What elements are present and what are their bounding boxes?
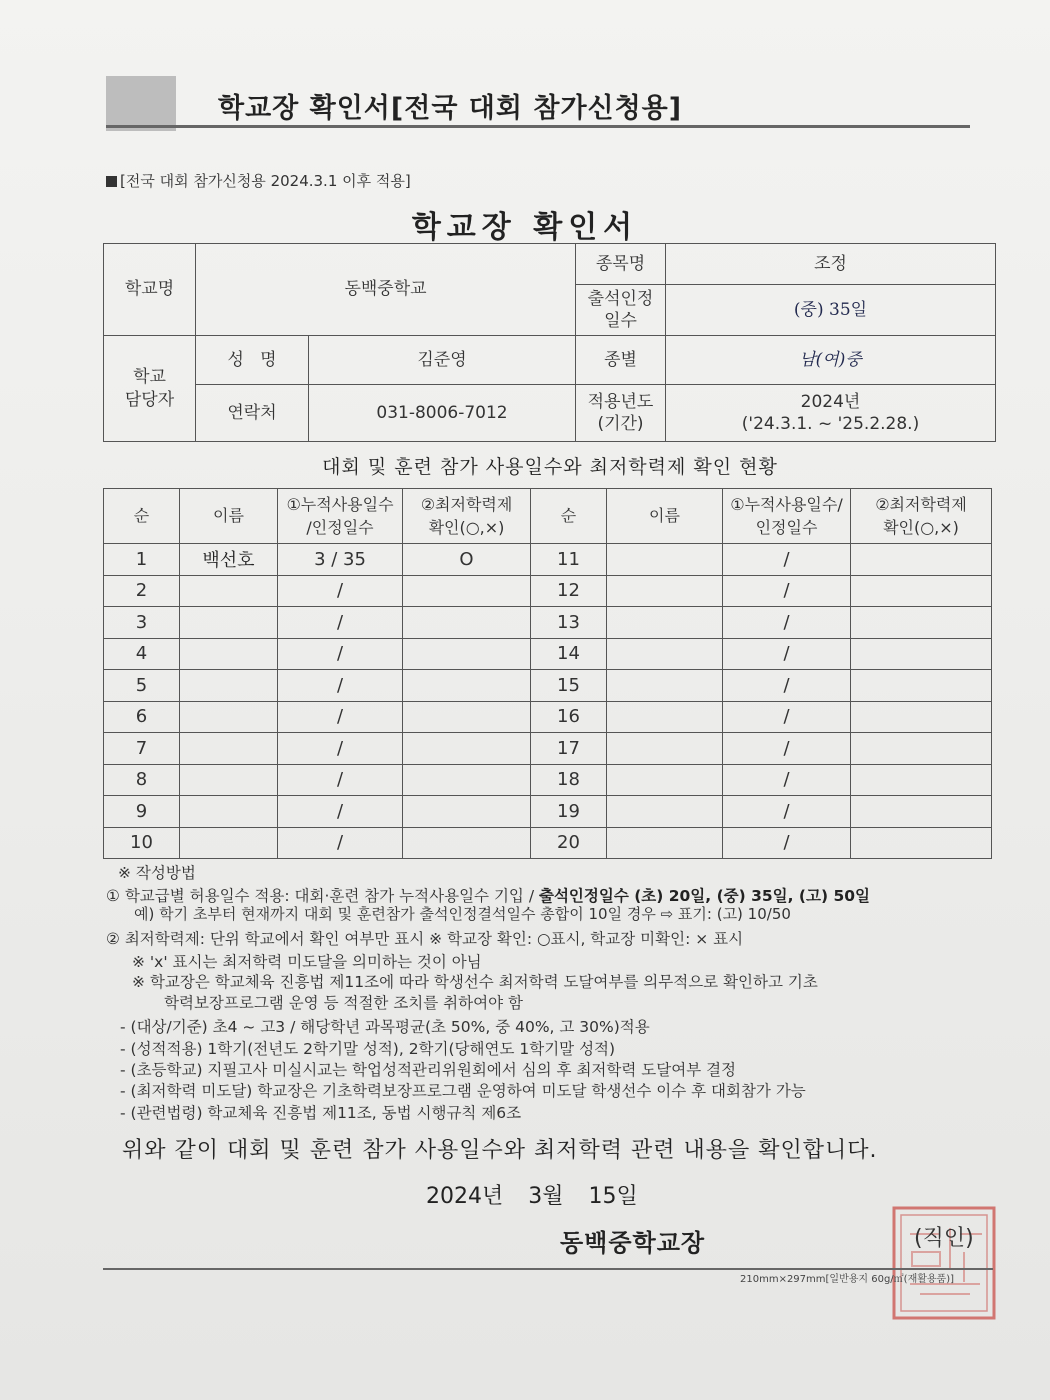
document-title: 학교장 확인서	[411, 210, 639, 245]
year-value-line1: 2024년	[800, 391, 861, 412]
name-label: 성 명	[196, 336, 309, 385]
row-days2: /	[723, 796, 851, 828]
row-no2: 20	[531, 827, 607, 859]
status-title: 대회 및 훈련 참가 사용일수와 최저학력제 확인 현황	[322, 456, 778, 478]
row-min: O	[403, 544, 531, 576]
row-no2: 19	[531, 796, 607, 828]
row-min	[403, 607, 531, 639]
event-label: 종목명	[576, 244, 666, 285]
days-label-line2: 일수	[604, 311, 637, 331]
year-label-line2: (기간)	[597, 414, 644, 434]
row-name2	[607, 796, 723, 828]
row-days2: /	[723, 638, 851, 670]
row-days: /	[278, 827, 403, 859]
instruction-line-4: ※ 'x' 표시는 최저학력 미도달을 의미하는 것이 아님	[132, 953, 482, 971]
row-name	[180, 733, 278, 765]
col-min-header	[403, 489, 531, 544]
col-name-header: 이름	[180, 489, 278, 544]
contact-label: 연락처	[196, 385, 309, 442]
manager-label-line1: 학교	[133, 367, 166, 388]
col-days-header-line1: ①누적사용일수	[286, 494, 394, 514]
row-no: 5	[104, 670, 180, 702]
header-title: 학교장 확인서[전국 대회 참가신청용]	[218, 93, 683, 124]
row-min2	[851, 607, 992, 639]
row-name2	[607, 607, 723, 639]
instruction-line-8: - (성적적용) 1학기(전년도 2학기말 성적), 2학기(당해연도 1학기말 성적)	[120, 1040, 616, 1058]
row-no: 3	[104, 607, 180, 639]
row-days2: /	[723, 607, 851, 639]
table-header-row	[104, 489, 992, 544]
row-min	[403, 638, 531, 670]
row-no2: 16	[531, 701, 607, 733]
table-row	[104, 796, 992, 828]
row-min2	[851, 827, 992, 859]
row-name2	[607, 764, 723, 796]
paper-size-note: 210mm×297mm[일반용지 60g/㎡(재활용품)]	[740, 1274, 955, 1285]
row-name2	[607, 670, 723, 702]
table-row	[104, 575, 992, 607]
col-min-header-line1: ②최저학력제	[420, 494, 513, 514]
col-no2-header: 순	[531, 489, 607, 544]
row-min2	[851, 638, 992, 670]
info-table	[103, 243, 996, 442]
instruction-line-7: - (대상/기준) 초4 ~ 고3 / 해당학년 과목평균(초 50%, 중 40%, 고 30%)적용	[120, 1018, 650, 1036]
row-min	[403, 701, 531, 733]
row-no: 1	[104, 544, 180, 576]
principal-name: 동백중학교장	[560, 1229, 706, 1257]
table-row	[104, 733, 992, 765]
row-min	[403, 827, 531, 859]
row-days2: /	[723, 575, 851, 607]
year-label-line1: 적용년도	[587, 391, 654, 412]
row-name	[180, 575, 278, 607]
row-no: 6	[104, 701, 180, 733]
col-name2-header: 이름	[607, 489, 723, 544]
row-min2	[851, 575, 992, 607]
row-days2: /	[723, 544, 851, 576]
instruction-line-6: 학력보장프로그램 운영 등 적절한 조치를 취하여야 함	[164, 994, 523, 1012]
row-no2: 13	[531, 607, 607, 639]
row-days2: /	[723, 827, 851, 859]
row-days: /	[278, 701, 403, 733]
col-days2-header-line1: ①누적사용일수/	[730, 494, 843, 514]
row-name	[180, 638, 278, 670]
col-min2-header	[851, 489, 992, 544]
row-name	[180, 670, 278, 702]
row-days: /	[278, 764, 403, 796]
col-days2-header-line2: 인정일수	[755, 518, 818, 537]
col-days2-header	[723, 489, 851, 544]
row-no: 2	[104, 575, 180, 607]
days-label-line1: 출석인정	[587, 288, 654, 309]
days-label	[576, 285, 666, 336]
row-no2: 17	[531, 733, 607, 765]
row-name: 백선호	[180, 544, 278, 576]
instruction-line-11: - (관련법령) 학교체육 진흥법 제11조, 동법 시행규칙 제6조	[120, 1104, 522, 1122]
row-days: /	[278, 607, 403, 639]
col-min2-header-line1: ②최저학력제	[875, 494, 967, 514]
row-no2: 15	[531, 670, 607, 702]
col-min2-header-line2: 확인(○,×)	[883, 518, 959, 537]
year-value-line2: ('24.3.1. ~ '25.2.28.)	[741, 414, 920, 434]
instruction-line-3: ② 최저학력제: 단위 학교에서 확인 여부만 표시 ※ 학교장 확인: ○표시, 학교장 미확인: × 표시	[106, 930, 744, 948]
row-name	[180, 796, 278, 828]
row-min	[403, 764, 531, 796]
subnote	[106, 170, 411, 191]
row-days: 3 / 35	[278, 544, 403, 576]
issue-date: 2024년 3월 15일	[426, 1184, 638, 1209]
row-days2: /	[723, 701, 851, 733]
year-label	[576, 385, 666, 442]
row-no: 7	[104, 733, 180, 765]
row-name2	[607, 544, 723, 576]
row-min	[403, 670, 531, 702]
header-gray-block	[106, 76, 176, 131]
row-name2	[607, 701, 723, 733]
row-no2: 12	[531, 575, 607, 607]
confirmation-statement: 위와 같이 대회 및 훈련 참가 사용일수와 최저학력 관련 내용을 확인합니다.	[122, 1138, 878, 1163]
instruction-line-1a: ① 학교급별 허용일수 적용: 대회·훈련 참가 누적사용일수 기입 /	[106, 887, 539, 905]
row-name2	[607, 575, 723, 607]
instruction-line-9: - (초등학교) 지필고사 미실시교는 학업성적관리위원회에서 심의 후 최저학력 도달여부 결정	[120, 1061, 737, 1079]
table-row	[104, 607, 992, 639]
row-min2	[851, 670, 992, 702]
row-no2: 14	[531, 638, 607, 670]
table-row	[104, 701, 992, 733]
days-value: (중) 35일	[666, 285, 996, 336]
col-no-header: 순	[104, 489, 180, 544]
col-days-header	[278, 489, 403, 544]
row-name2	[607, 733, 723, 765]
subnote-text: [전국 대회 참가신청용 2024.3.1 이후 적용]	[120, 172, 411, 190]
instruction-line-5: ※ 학교장은 학교체육 진흥법 제11조에 따라 학생선수 최저학력 도달여부를 의무적으로 확인하고 기초	[132, 973, 818, 991]
table-row	[104, 544, 992, 576]
instructions-heading: ※ 작성방법	[118, 864, 196, 882]
row-days2: /	[723, 733, 851, 765]
col-min-header-line2: 확인(○,×)	[428, 518, 505, 537]
table-row	[104, 764, 992, 796]
seal-label: (직인)	[914, 1226, 974, 1251]
row-min2	[851, 764, 992, 796]
row-no: 9	[104, 796, 180, 828]
instruction-line-10: - (최저학력 미도달) 학교장은 기초학력보장프로그램 운영하여 미도달 학생선수 이수 후 대회참가 가능	[120, 1082, 806, 1100]
row-name2	[607, 827, 723, 859]
table-row	[104, 670, 992, 702]
row-name	[180, 764, 278, 796]
manager-label-line2: 담당자	[124, 389, 175, 410]
row-min2	[851, 733, 992, 765]
school-label: 학교명	[104, 244, 196, 336]
participation-table	[103, 488, 992, 859]
row-days2: /	[723, 670, 851, 702]
header-rule	[106, 125, 970, 128]
type-label: 종별	[576, 336, 666, 385]
row-no: 10	[104, 827, 180, 859]
row-name	[180, 607, 278, 639]
row-min2	[851, 796, 992, 828]
row-min	[403, 796, 531, 828]
row-no: 8	[104, 764, 180, 796]
school-value: 동백중학교	[196, 244, 576, 336]
col-days-header-line2: /인정일수	[306, 518, 374, 537]
row-days2: /	[723, 764, 851, 796]
row-days: /	[278, 796, 403, 828]
instruction-line-2: 예) 학기 초부터 현재까지 대회 및 훈련참가 출석인정결석일수 총합이 10일 경우 ⇨ 표기: (고) 10/50	[134, 905, 791, 923]
year-value	[666, 385, 996, 442]
row-no2: 18	[531, 764, 607, 796]
row-name	[180, 701, 278, 733]
instruction-line-1b: 출석인정일수 (초) 20일, (중) 35일, (고) 50일	[538, 887, 871, 905]
manager-label	[104, 336, 196, 442]
row-name	[180, 827, 278, 859]
event-value: 조정	[666, 244, 996, 285]
square-bullet-icon	[106, 176, 117, 187]
table-row	[104, 638, 992, 670]
row-days: /	[278, 733, 403, 765]
row-no: 4	[104, 638, 180, 670]
row-min2	[851, 544, 992, 576]
row-days: /	[278, 575, 403, 607]
row-name2	[607, 638, 723, 670]
row-days: /	[278, 670, 403, 702]
instruction-line-1	[106, 889, 870, 905]
row-no2: 11	[531, 544, 607, 576]
type-value: 남(여)중	[666, 336, 996, 385]
contact-value: 031-8006-7012	[309, 385, 576, 442]
row-min	[403, 575, 531, 607]
row-min	[403, 733, 531, 765]
table-row	[104, 827, 992, 859]
name-value: 김준영	[309, 336, 576, 385]
row-min2	[851, 701, 992, 733]
row-days: /	[278, 638, 403, 670]
